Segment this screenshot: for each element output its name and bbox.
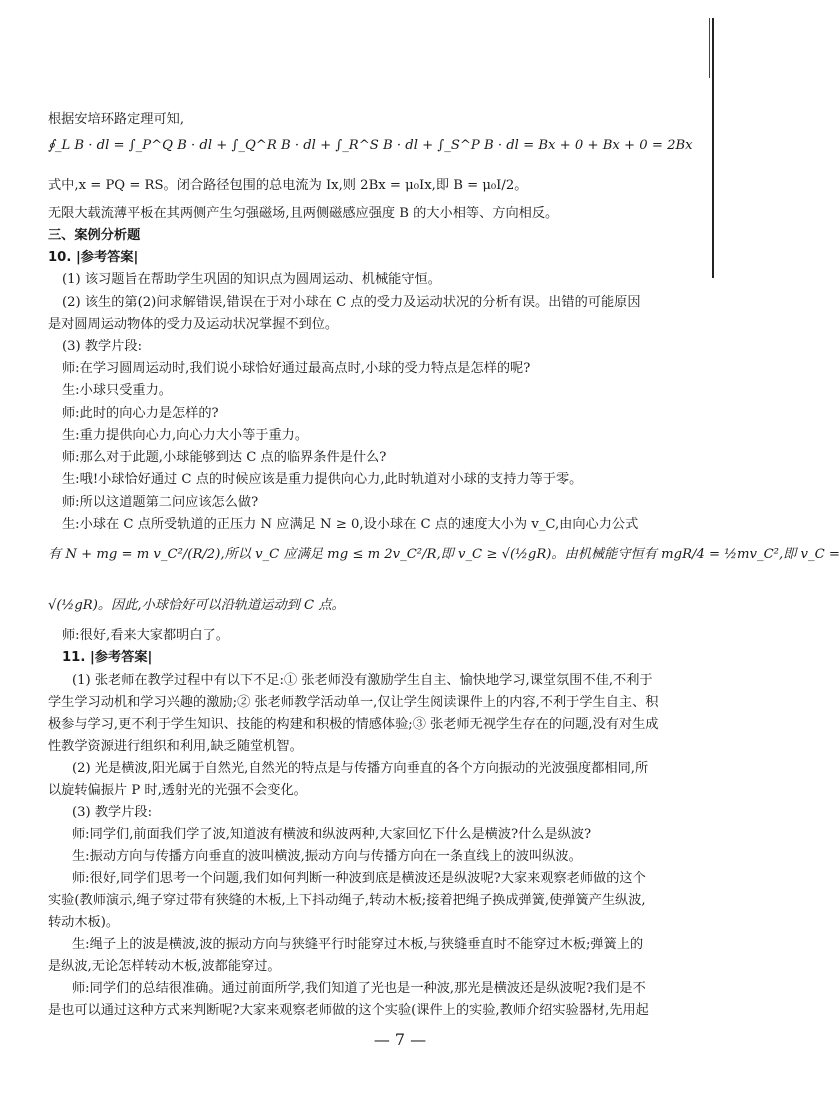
text-line: 是纵波,无论怎样转动木板,波都能穿过。 <box>48 959 281 974</box>
text-line: 式中,x = PQ = RS。闭合路径包围的总电流为 Ix,则 2Bx = μ₀Ix,即 B = μ₀I/2。 <box>48 178 528 193</box>
dialogue-line: 师:那么对于此题,小球能够到达 C 点的临界条件是什么? <box>62 450 387 465</box>
text-line: (3) 教学片段: <box>62 339 143 354</box>
text-line: 以旋转偏振片 P 时,透射光的光强不会变化。 <box>48 783 307 798</box>
dialogue-line: 师:在学习圆周运动时,我们说小球恰好通过最高点时,小球的受力特点是怎样的呢? <box>62 361 531 376</box>
text-line: 是也可以通过这种方式来判断呢?大家来观察老师做的这个实验(课件上的实验,教师介绍实验器材,先用起 <box>48 1003 649 1018</box>
dialogue-line: 师:很好,看来大家都明白了。 <box>62 628 229 643</box>
dialogue-line: 师:此时的向心力是怎样的? <box>62 406 219 421</box>
text-line: (1) 张老师在教学过程中有以下不足:① 张老师没有激励学生自主、愉快地学习,课堂氛围不佳,不利于 <box>72 673 653 688</box>
page-number: — 7 — <box>373 1030 427 1049</box>
scan-edge-mark-2 <box>709 18 710 78</box>
answer-heading: 11. |参考答案| <box>62 650 153 665</box>
dialogue-line: 生:哦!小球恰好通过 C 点的时候应该是重力提供向心力,此时轨道对小球的支持力等于零。 <box>62 472 583 487</box>
text-line: (3) 教学片段: <box>72 805 153 820</box>
dialogue-line: 生:小球只受重力。 <box>62 383 172 398</box>
text-line: (1) 该习题旨在帮助学生巩固的知识点为圆周运动、机械能守恒。 <box>62 272 441 287</box>
text-line: 学生学习动机和学习兴趣的激励;② 张老师教学活动单一,仅让学生阅读课件上的内容,不利于学生自主、积 <box>48 695 659 710</box>
answer-heading: 10. |参考答案| <box>48 250 139 265</box>
text-line: 极参与学习,更不利于学生知识、技能的构建和积极的情感体验;③ 张老师无视学生存在的问题,没有对生成 <box>48 717 659 732</box>
dialogue-line: 师:很好,同学们思考一个问题,我们如何判断一种波到底是横波还是纵波呢?大家来观察老师做的这个 <box>72 871 646 886</box>
text-line: 根据安培环路定理可知, <box>48 112 185 127</box>
formula-line: √(½gR)。因此,小球恰好可以沿轨道运动到 C 点。 <box>48 598 345 613</box>
dialogue-line: 师:同学们,前面我们学了波,知道波有横波和纵波两种,大家回忆下什么是横波?什么是纵波? <box>72 827 592 842</box>
dialogue-line: 生:重力提供向心力,向心力大小等于重力。 <box>62 428 309 443</box>
dialogue-line: 生:振动方向与传播方向垂直的波叫横波,振动方向与传播方向在一条直线上的波叫纵波。 <box>72 849 582 864</box>
section-heading: 三、案例分析题 <box>48 228 141 243</box>
formula-line: ∮_L B · dl = ∫_P^Q B · dl + ∫_Q^R B · dl + ∫_R^S B · dl + ∫_S^P B · dl = Bx + 0 + Bx + 0 = 2Bx <box>48 138 693 153</box>
text-line: (2) 该生的第(2)问求解错误,错误在于对小球在 C 点的受力及运动状况的分析有误。出错的可能原因 <box>62 295 641 310</box>
text-line: 是对圆周运动物体的受力及运动状况掌握不到位。 <box>48 317 339 332</box>
text-line: 转动木板)。 <box>48 915 120 930</box>
dialogue-line: 生:小球在 C 点所受轨道的正压力 N 应满足 N ≥ 0,设小球在 C 点的速度大小为 v_C,由向心力公式 <box>62 517 639 532</box>
dialogue-line: 生:绳子上的波是横波,波的振动方向与狭缝平行时能穿过木板,与狭缝垂直时不能穿过木板;弹簧上的 <box>72 937 644 952</box>
formula-line: 有 N + mg = m v_C²/(R/2),所以 v_C 应满足 mg ≤ m 2v_C²/R,即 v_C ≥ √(½gR)。由机械能守恒有 mgR/4 = ½mv_C²,即 v_C = <box>48 547 840 562</box>
text-line: 性教学资源进行组织和利用,缺乏随堂机智。 <box>48 739 303 754</box>
dialogue-line: 师:所以这道题第二问应该怎么做? <box>62 495 259 510</box>
text-line: 无限大载流薄平板在其两侧产生匀强磁场,且两侧磁感应强度 B 的大小相等、方向相反。 <box>48 206 559 221</box>
dialogue-line: 师:同学们的总结很准确。通过前面所学,我们知道了光也是一种波,那光是横波还是纵波呢?我们是不 <box>72 981 646 996</box>
text-line: (2) 光是横波,阳光属于自然光,自然光的特点是与传播方向垂直的各个方向振动的光波强度都相同,所 <box>72 761 649 776</box>
text-line: 实验(教师演示,绳子穿过带有狭缝的木板,上下抖动绳子,转动木板;接着把绳子换成弹簧,使弹簧产生纵波, <box>48 893 646 908</box>
